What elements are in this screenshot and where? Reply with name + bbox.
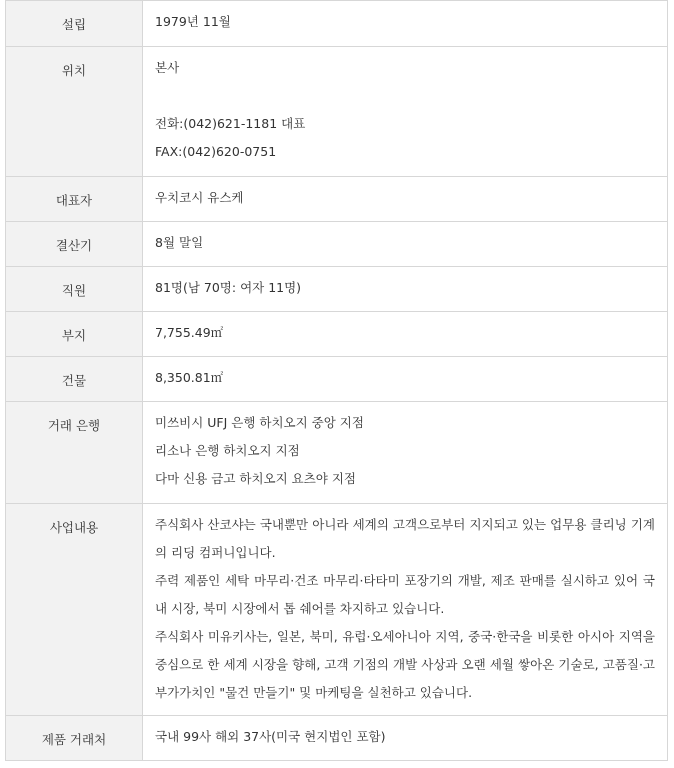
location-hq: 본사 — [155, 60, 180, 75]
location-fax: FAX:(042)620-0751 — [155, 144, 277, 159]
business-paragraph-2: 주력 제품인 세탁 마무리·건조 마무리·타타미 포장기의 개발, 제조 판매를 실시하고 있어 국내 시장, 북미 시장에서 톱 쉐어를 차지하고 있습니다. — [155, 573, 655, 616]
row-site-area — [6, 312, 668, 357]
label-business: 사업내용 — [6, 504, 143, 716]
location-spacer — [155, 82, 655, 110]
label-banks: 거래 은행 — [6, 402, 143, 504]
building-area-text: 8,350.81㎡ — [155, 370, 224, 385]
bank-1: 미쓰비시 UFJ 은행 하치오지 중앙 지점 — [155, 415, 364, 430]
value-location — [143, 47, 668, 177]
employees-count: 81명(남 70명: 여자 11명) — [155, 280, 302, 295]
value-representative — [143, 177, 668, 222]
row-banks — [6, 402, 668, 504]
company-info-table — [5, 0, 668, 761]
value-building — [143, 357, 668, 402]
business-paragraph-1: 주식회사 산코샤는 국내뿐만 아니라 세계의 고객으로부터 지지되고 있는 업무용 클리닝 기계의 리딩 컴퍼니입니다. — [155, 517, 655, 560]
value-fiscal-period — [143, 222, 668, 267]
row-building — [6, 357, 668, 402]
value-business — [143, 504, 668, 716]
label-location: 위치 — [6, 47, 143, 177]
row-location — [6, 47, 668, 177]
label-established: 설립 — [6, 1, 143, 47]
row-representative — [6, 177, 668, 222]
row-employees — [6, 267, 668, 312]
value-site-area — [143, 312, 668, 357]
label-customers: 제품 거래처 — [6, 716, 143, 761]
row-business — [6, 504, 668, 716]
value-established — [143, 1, 668, 47]
location-phone: 전화:(042)621-1181 대표 — [155, 116, 306, 131]
value-banks — [143, 402, 668, 504]
row-established — [6, 1, 668, 47]
value-customers — [143, 716, 668, 761]
business-paragraph-3: 주식회사 미유키사는, 일본, 북미, 유럽·오세아니아 지역, 중국·한국을 비롯한 아시아 지역을 중심으로 한 세계 시장을 향해, 고객 기점의 개발 사상과 오랜 세월 쌓아온 기술로, 고품질·고부가가치인 "물건 만들기" 및 마케팅을 실천하고 있습니다. — [155, 629, 655, 700]
label-site-area: 부지 — [6, 312, 143, 357]
bank-3: 다마 신용 금고 하치오지 요츠야 지점 — [155, 471, 356, 486]
label-building: 건물 — [6, 357, 143, 402]
label-employees: 직원 — [6, 267, 143, 312]
value-employees — [143, 267, 668, 312]
established-date: 1979년 11월 — [155, 14, 231, 29]
customers-text: 국내 99사 해외 37사(미국 현지법인 포함) — [155, 729, 386, 744]
row-fiscal-period — [6, 222, 668, 267]
label-fiscal-period: 결산기 — [6, 222, 143, 267]
row-customers — [6, 716, 668, 761]
label-representative: 대표자 — [6, 177, 143, 222]
bank-2: 리소나 은행 하치오지 지점 — [155, 443, 300, 458]
site-area-text: 7,755.49㎡ — [155, 325, 224, 340]
fiscal-period-text: 8월 말일 — [155, 235, 204, 250]
representative-name: 우치코시 유스케 — [155, 190, 244, 205]
